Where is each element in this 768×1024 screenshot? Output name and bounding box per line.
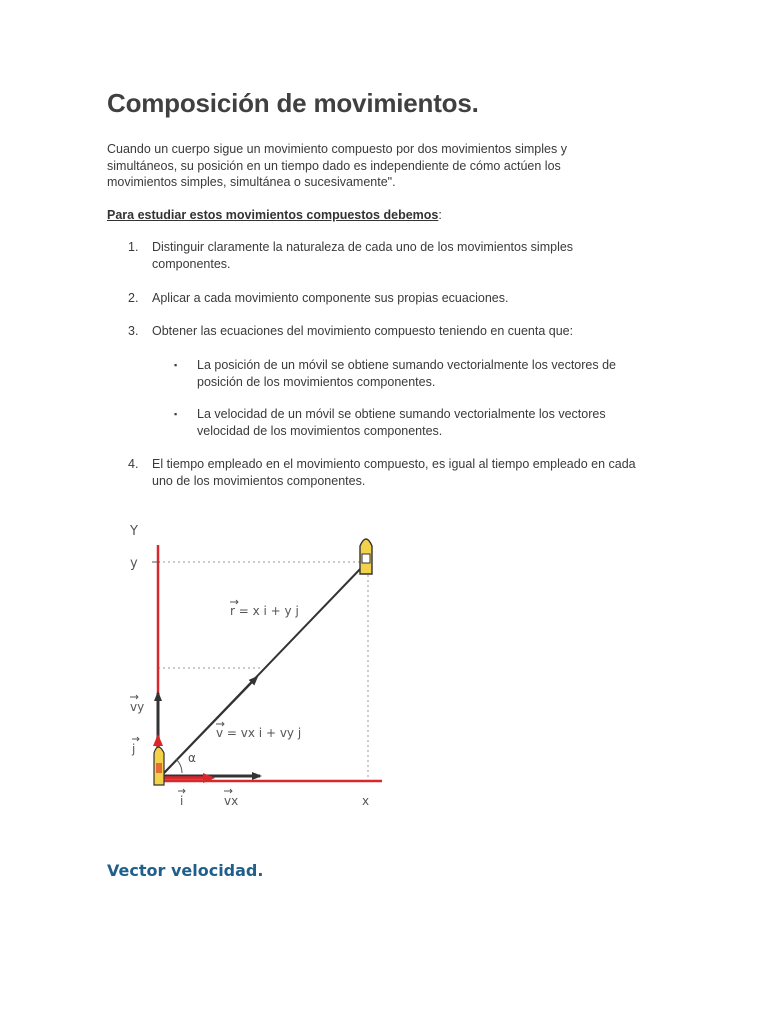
j-label: j: [132, 742, 136, 756]
list-item-number: 3.: [128, 324, 139, 338]
subheading-colon: :: [438, 208, 442, 222]
list-item-text: Aplicar a cada movimiento componente sus propias ecuaciones.: [152, 291, 509, 305]
list-item: [128, 239, 638, 272]
vy-label: vy: [130, 700, 145, 714]
bullet-marker: ▪: [174, 409, 178, 419]
bullet-text: La velocidad de un móvil se obtiene sumando vectorialmente los vectores velocidad de los movimientos componentes.: [197, 407, 606, 438]
list-item: [128, 456, 638, 489]
list-item-text: Obtener las ecuaciones del movimiento compuesto teniendo en cuenta que:: [152, 324, 574, 338]
i-label: i: [180, 794, 184, 808]
page-title: Composición de movimientos.: [107, 88, 479, 118]
bullet-item: [174, 357, 654, 390]
list-item-number: 2.: [128, 291, 139, 305]
bullet-text: La posición de un móvil se obtiene sumando vectorialmente los vectores de posición de los movimientos componentes.: [197, 358, 616, 389]
vector-diagram: [120, 515, 410, 820]
axis-label-y-value: y: [130, 556, 138, 571]
list-item-number: 1.: [128, 240, 139, 254]
velocity-vector: [164, 677, 257, 773]
section-heading: Vector velocidad.: [107, 861, 264, 880]
list-item-number: 4.: [128, 457, 139, 471]
subheading: [107, 207, 442, 223]
velocity-equation-label: v = vx i + vy j: [216, 726, 302, 740]
list-item-text: Distinguir claramente la naturaleza de cada uno de los movimientos simples componentes.: [152, 240, 574, 271]
position-equation-label: r = x i + y j: [230, 604, 299, 618]
list-item-text: El tiempo empleado en el movimiento compuesto, es igual al tiempo empleado en cada uno de los movimientos componentes.: [152, 457, 636, 488]
vx-label: vx: [224, 794, 239, 808]
axis-label-Y: Y: [130, 524, 138, 539]
intro-paragraph: Cuando un cuerpo sigue un movimiento compuesto por dos movimientos simples y simultáneos, su posición en un tiempo dado es independiente de cómo actúen los movimientos simples, simultánea o sucesivamente".: [107, 142, 567, 189]
boat-origin-icon: [154, 747, 164, 785]
bullet-marker: ▪: [174, 360, 178, 370]
bullet-item: [174, 406, 654, 439]
angle-label-alpha: α: [188, 751, 196, 765]
vector-arrow-accents: [130, 600, 238, 793]
list-item: [128, 323, 638, 340]
boat-destination-icon: [360, 539, 372, 574]
subheading-text: Para estudiar estos movimientos compuestos debemos: [107, 208, 439, 222]
list-item: [128, 290, 638, 307]
axis-label-x-value: x: [362, 794, 370, 808]
